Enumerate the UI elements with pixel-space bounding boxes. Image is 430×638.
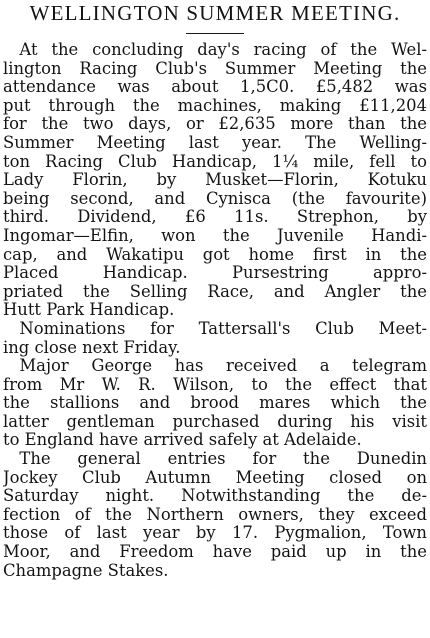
text-line: latter gentleman purchased during his visit	[3, 412, 427, 431]
text-line: Summer Meeting last year. The Welling-	[3, 133, 427, 152]
text-line: to England have arrived safely at Adelaide.	[3, 431, 362, 450]
text-line: Placed Handicap. Pursestring appro-	[3, 264, 427, 283]
article-headline: WELLINGTON SUMMER MEETING.	[29, 1, 401, 25]
text-line: from Mr W. R. Wilson, to the effect that	[3, 375, 427, 394]
text-line: cap, and Wakatipu got home first in the	[3, 245, 427, 264]
text-line: ton Racing Club Handicap, 1¼ mile, fell to	[3, 152, 427, 171]
text-line: the stallions and brood mares which the	[3, 394, 427, 413]
text-line: Saturday night. Notwithstanding the de-	[3, 487, 427, 506]
text-line: Moor, and Freedom have paid up in the	[3, 543, 427, 562]
text-line: for the two days, or £2,635 more than the	[3, 115, 427, 134]
text-line: attendance was about 1,5C0. £5,482 was	[3, 78, 427, 97]
text-line: those of last year by 17. Pygmalion, Town	[3, 524, 427, 543]
text-line: being second, and Cynisca (the favourite)	[3, 189, 427, 208]
text-line: lington Racing Club's Summer Meeting the	[3, 59, 427, 78]
paragraph-racing-results	[3, 41, 427, 320]
news-article	[3, 0, 427, 580]
text-line: Nominations for Tattersall's Club Meet-	[19, 319, 427, 338]
text-line: Major George has received a telegram	[19, 357, 427, 376]
paragraph-telegram	[3, 357, 427, 450]
paragraph-dunedin-entries	[3, 450, 427, 580]
text-line: Jockey Club Autumn Meeting closed on	[3, 468, 427, 487]
text-line: third. Dividend, £6 11s. Strephon, by	[3, 208, 427, 227]
text-line: At the concluding day's racing of the Wel-	[19, 41, 427, 59]
text-line: fection of the Northern owners, they exceed	[3, 505, 427, 524]
text-line: Champagne Stakes.	[3, 561, 169, 580]
headline-divider	[186, 33, 244, 34]
text-line: Ingomar—Elfin, won the Juvenile Handi-	[3, 226, 427, 245]
text-line: The general entries for the Dunedin	[19, 450, 427, 469]
text-line: put through the machines, making £11,204	[3, 96, 427, 115]
text-line: priated the Selling Race, and Angler the	[3, 282, 427, 301]
text-line: ing close next Friday.	[3, 338, 181, 357]
text-line: Lady Florin, by Musket—Florin, Kotuku	[3, 171, 427, 190]
paragraph-nominations	[3, 320, 427, 357]
text-line: Hutt Park Handicap.	[3, 301, 175, 320]
